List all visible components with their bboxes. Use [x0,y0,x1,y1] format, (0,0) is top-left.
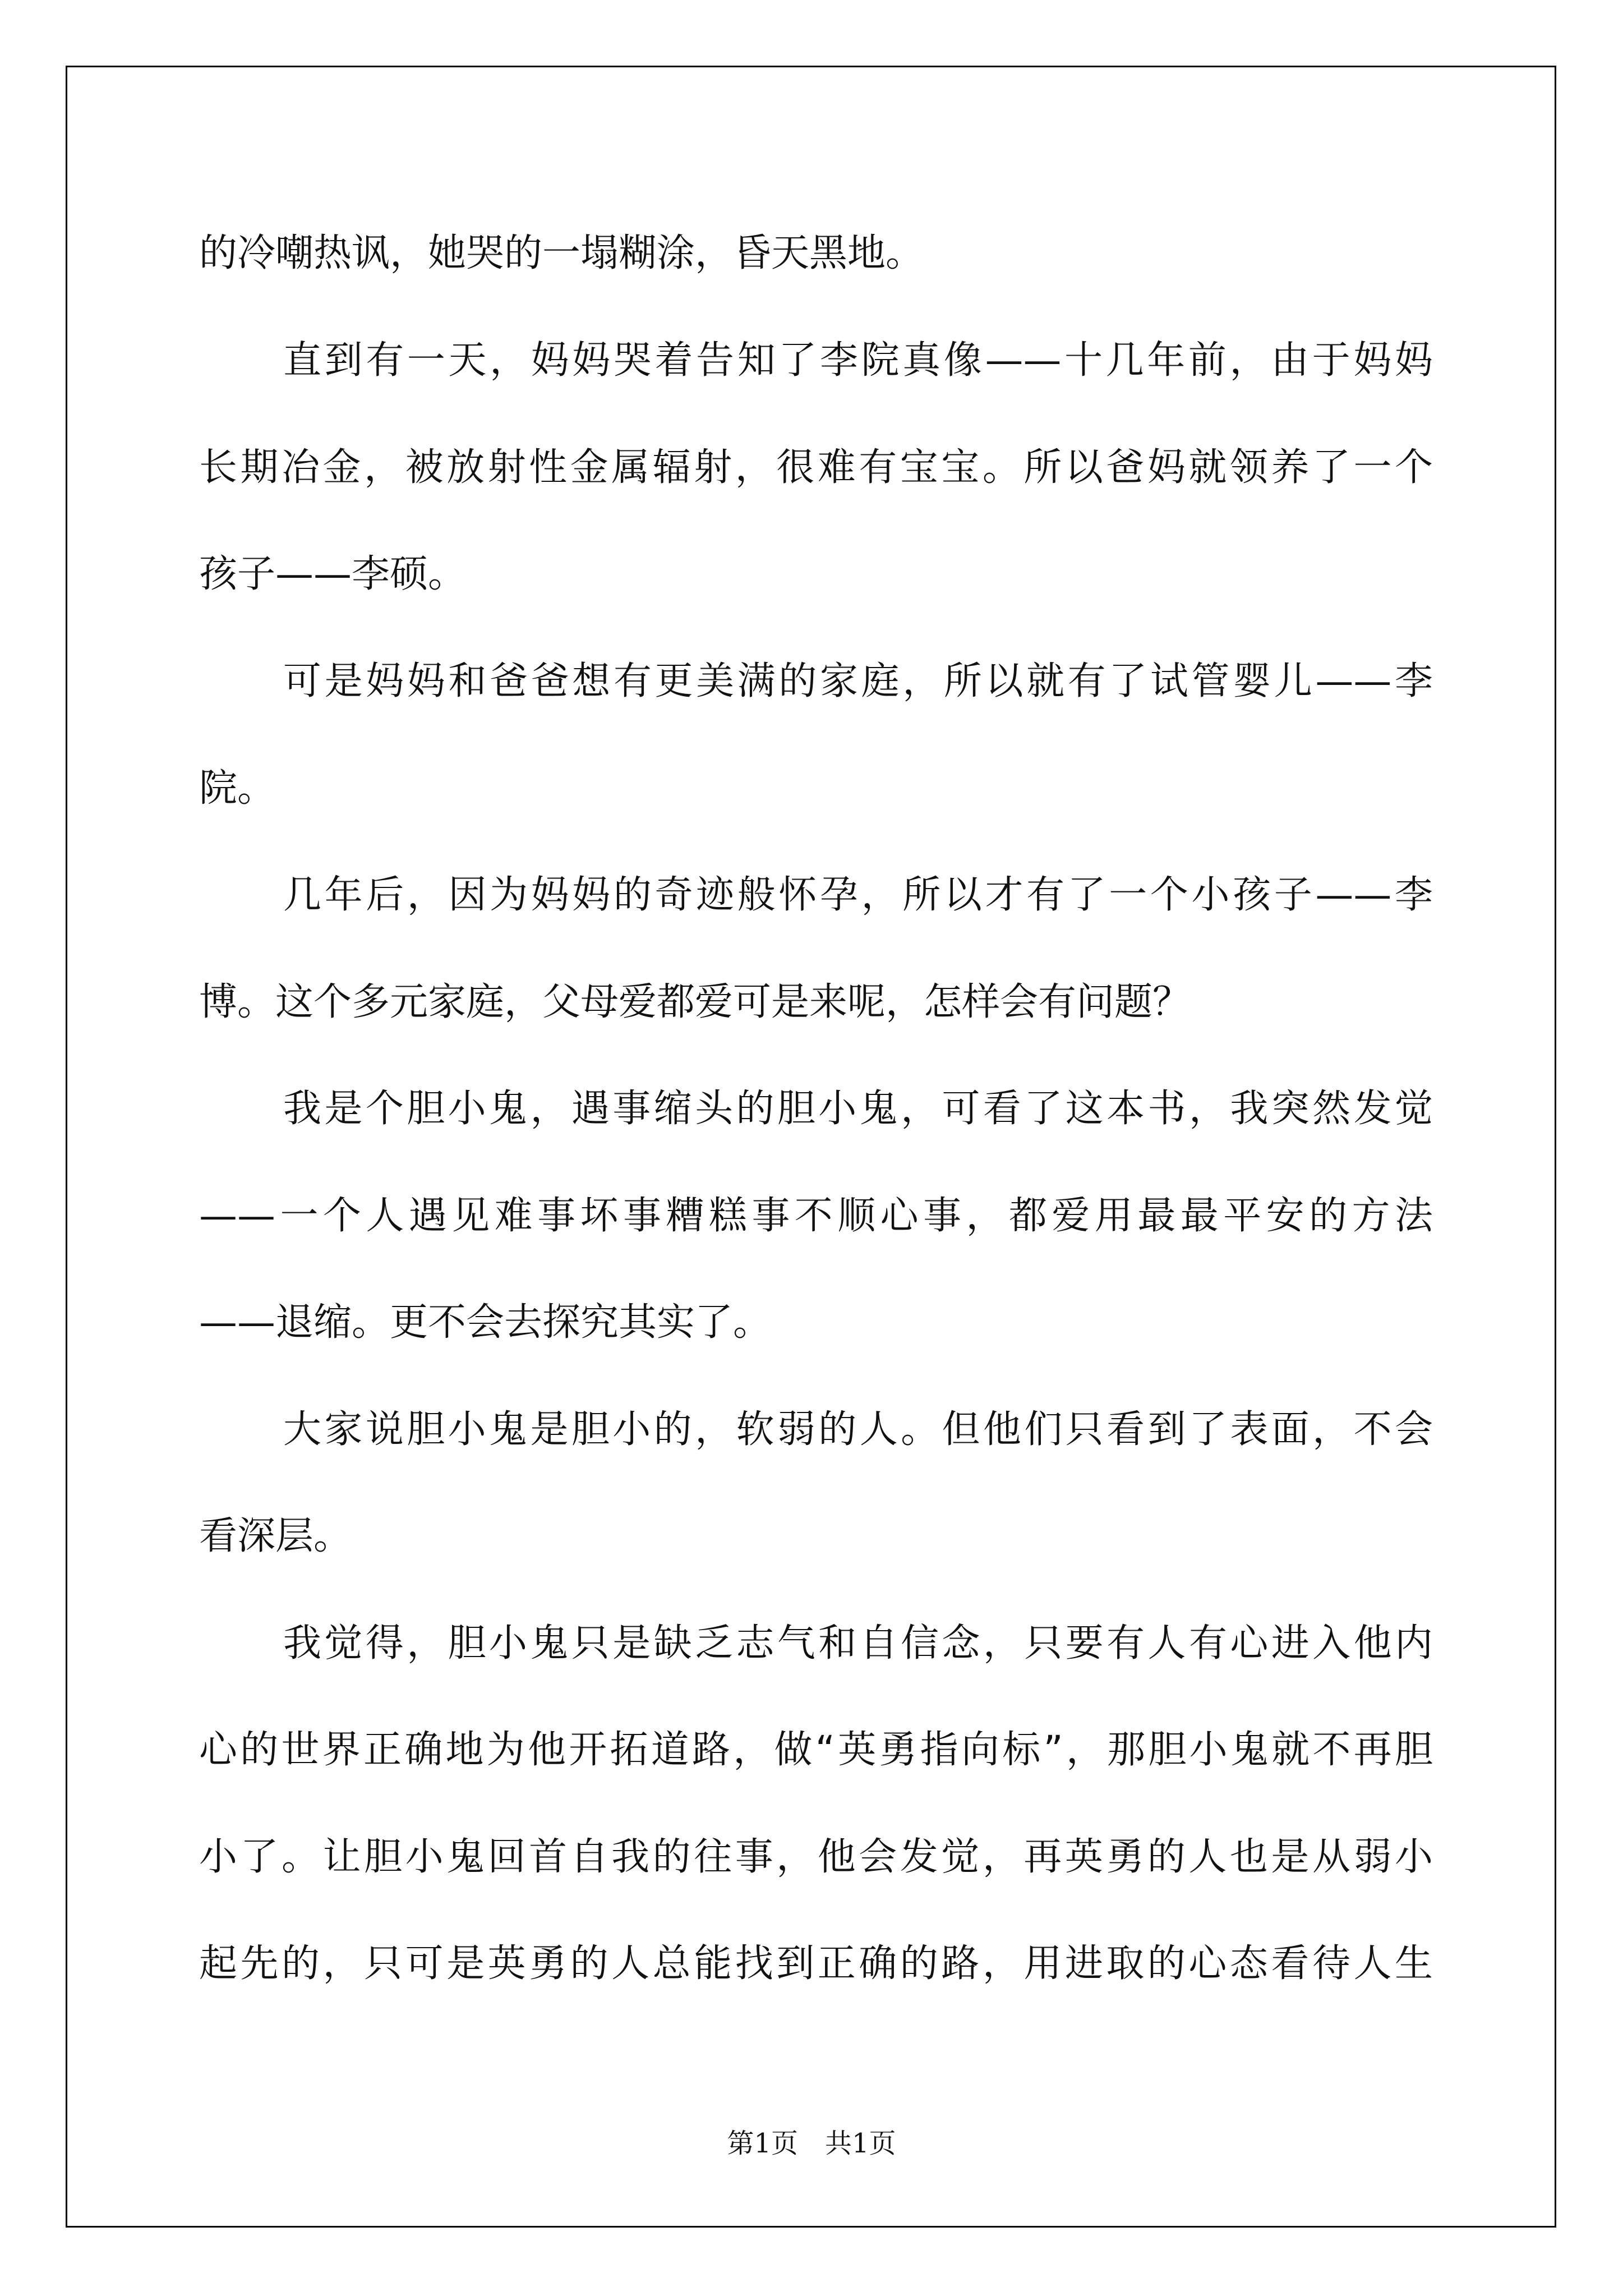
text-line-3: 长期冶金，被放射性金属辐射，很难有宝宝。所以爸妈就领养了一个 [199,445,1433,490]
text-line-12: 大家说胆小鬼是胆小的，软弱的人。但他们只看到了表面，不会 [283,1407,1433,1452]
text-line-17: 起先的，只可是英勇的人总能找到正确的路，用进取的心态看待人生 [199,1941,1433,1986]
text-line-11: ——退缩。更不会去探究其实了。 [199,1300,772,1345]
text-line-2: 直到有一天，妈妈哭着告知了李院真像——十几年前，由于妈妈 [283,338,1433,383]
page-number-footer: 第1页 共1页 [727,2128,896,2159]
page-border [66,66,1556,2228]
text-line-5: 可是妈妈和爸爸想有更美满的家庭，所以就有了试管婴儿——李 [283,659,1433,703]
text-line-13: 看深层。 [199,1514,352,1558]
text-line-1: 的冷嘲热讽，她哭的一塌糊涂，昏天黑地。 [199,231,924,275]
text-line-10: ——一个人遇见难事坏事糟糕事不顺心事，都爱用最最平安的方法 [199,1194,1433,1238]
text-line-4: 孩子——李硕。 [199,552,467,596]
text-line-7: 几年后，因为妈妈的奇迹般怀孕，所以才有了一个小孩子——李 [283,873,1433,917]
text-line-8: 博。这个多元家庭，父母爱都爱可是来呢，怎样会有问题？ [199,980,1191,1024]
text-line-9: 我是个胆小鬼，遇事缩头的胆小鬼，可看了这本书，我突然发觉 [283,1087,1433,1131]
text-line-16: 小了。让胆小鬼回首自我的往事，他会发觉，再英勇的人也是从弱小 [199,1835,1433,1879]
text-line-6: 院。 [199,766,276,811]
text-line-15: 心的世界正确地为他开拓道路，做“英勇指向标”，那胆小鬼就不再胆 [199,1728,1433,1772]
text-line-14: 我觉得，胆小鬼只是缺乏志气和自信念，只要有人有心进入他内 [283,1621,1433,1665]
